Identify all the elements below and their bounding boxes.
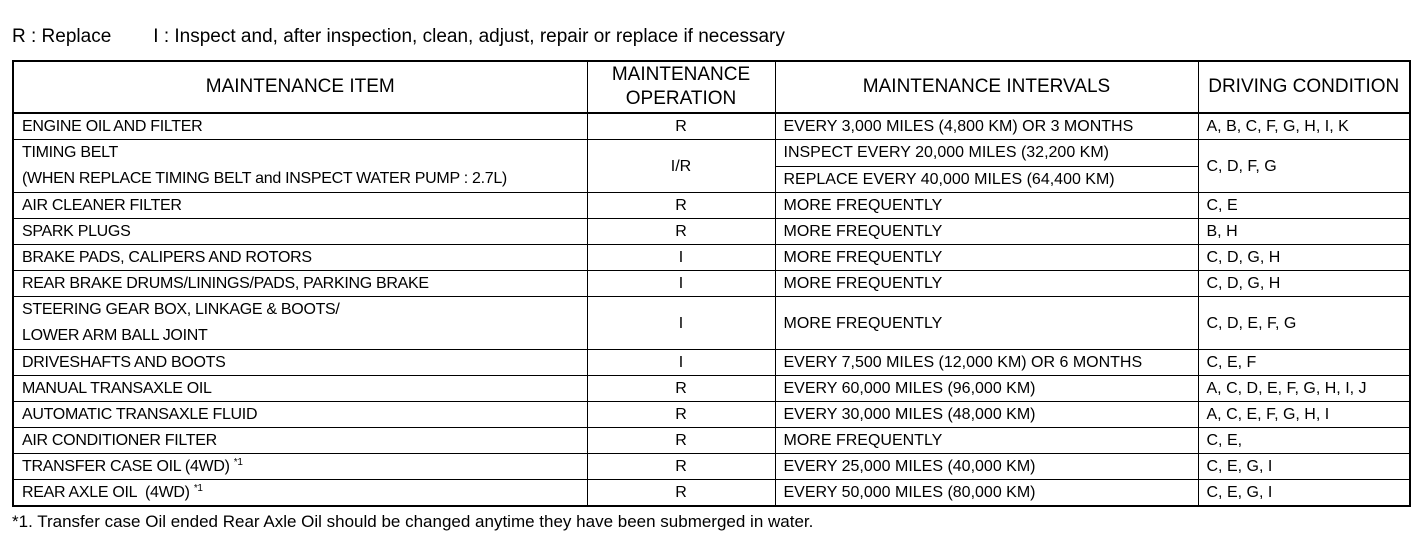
row-interval: INSPECT EVERY 20,000 MILES (32,200 KM)	[775, 140, 1198, 167]
row-condition: C, D, G, H	[1198, 245, 1410, 271]
row-item: AUTOMATIC TRANSAXLE FLUID	[13, 402, 587, 428]
row-condition: C, D, F, G	[1198, 140, 1410, 193]
row-item-text: REAR AXLE OIL (4WD)	[22, 484, 190, 501]
row-operation: I	[587, 245, 775, 271]
header-maintenance-operation: MAINTENANCE OPERATION	[587, 61, 775, 113]
row-interval: MORE FREQUENTLY	[775, 219, 1198, 245]
table-row	[13, 271, 1410, 297]
row-interval: EVERY 30,000 MILES (48,000 KM)	[775, 402, 1198, 428]
table-row	[13, 245, 1410, 271]
row-condition: C, E, F	[1198, 350, 1410, 376]
row-operation: R	[587, 454, 775, 480]
row-item-line: (WHEN REPLACE TIMING BELT and INSPECT WATER PUMP : 2.7L)	[22, 170, 507, 187]
row-interval: EVERY 3,000 MILES (4,800 KM) OR 3 MONTHS	[775, 113, 1198, 140]
table-row	[13, 402, 1410, 428]
footnote: *1. Transfer case Oil ended Rear Axle Oil should be changed anytime they have been submerged in water.	[12, 512, 814, 531]
table-row	[13, 480, 1410, 507]
row-interval: EVERY 50,000 MILES (80,000 KM)	[775, 480, 1198, 507]
row-interval: EVERY 25,000 MILES (40,000 KM)	[775, 454, 1198, 480]
footnote-marker: *1	[193, 483, 203, 494]
row-operation: I	[587, 350, 775, 376]
header-driving-condition: DRIVING CONDITION	[1198, 61, 1410, 113]
row-item: BRAKE PADS, CALIPERS AND ROTORS	[13, 245, 587, 271]
table-row	[13, 297, 1410, 350]
row-operation: R	[587, 219, 775, 245]
row-operation: I	[587, 297, 775, 350]
row-condition: C, E,	[1198, 428, 1410, 454]
row-item	[13, 140, 587, 193]
table-row	[13, 376, 1410, 402]
row-item-line: TIMING BELT	[22, 144, 118, 161]
table-row	[13, 140, 1410, 167]
row-item	[13, 454, 587, 480]
row-condition: A, C, D, E, F, G, H, I, J	[1198, 376, 1410, 402]
row-item-text: TRANSFER CASE OIL (4WD)	[22, 458, 230, 475]
row-item: ENGINE OIL AND FILTER	[13, 113, 587, 140]
row-item: AIR CONDITIONER FILTER	[13, 428, 587, 454]
row-operation: R	[587, 402, 775, 428]
row-interval: MORE FREQUENTLY	[775, 428, 1198, 454]
table-row	[13, 428, 1410, 454]
row-item-line: STEERING GEAR BOX, LINKAGE & BOOTS/	[22, 301, 340, 318]
maintenance-table	[12, 60, 1411, 507]
row-item	[13, 480, 587, 507]
row-condition: C, E	[1198, 193, 1410, 219]
row-item-line: LOWER ARM BALL JOINT	[22, 327, 208, 344]
row-operation: I	[587, 271, 775, 297]
row-operation: R	[587, 480, 775, 507]
table-row	[13, 193, 1410, 219]
footnote-marker: *1	[233, 457, 243, 468]
legend-replace: R : Replace	[12, 26, 112, 47]
row-condition: C, D, E, F, G	[1198, 297, 1410, 350]
row-condition: A, B, C, F, G, H, I, K	[1198, 113, 1410, 140]
row-item: AIR CLEANER FILTER	[13, 193, 587, 219]
legend	[12, 26, 785, 48]
table-row	[13, 350, 1410, 376]
row-interval: EVERY 7,500 MILES (12,000 KM) OR 6 MONTHS	[775, 350, 1198, 376]
table-row	[13, 454, 1410, 480]
row-item: REAR BRAKE DRUMS/LININGS/PADS, PARKING BRAKE	[13, 271, 587, 297]
row-condition: C, D, G, H	[1198, 271, 1410, 297]
table-row	[13, 113, 1410, 140]
row-interval: MORE FREQUENTLY	[775, 271, 1198, 297]
row-interval: REPLACE EVERY 40,000 MILES (64,400 KM)	[775, 166, 1198, 193]
header-maintenance-intervals: MAINTENANCE INTERVALS	[775, 61, 1198, 113]
row-operation: I/R	[587, 140, 775, 193]
row-interval: EVERY 60,000 MILES (96,000 KM)	[775, 376, 1198, 402]
row-operation: R	[587, 193, 775, 219]
table-header-row	[13, 61, 1410, 113]
row-interval: MORE FREQUENTLY	[775, 297, 1198, 350]
row-interval: MORE FREQUENTLY	[775, 193, 1198, 219]
row-condition: A, C, E, F, G, H, I	[1198, 402, 1410, 428]
row-interval: MORE FREQUENTLY	[775, 245, 1198, 271]
row-condition: B, H	[1198, 219, 1410, 245]
row-operation: R	[587, 113, 775, 140]
row-condition: C, E, G, I	[1198, 454, 1410, 480]
row-item: SPARK PLUGS	[13, 219, 587, 245]
row-operation: R	[587, 428, 775, 454]
row-item: MANUAL TRANSAXLE OIL	[13, 376, 587, 402]
row-item	[13, 297, 587, 350]
table-row	[13, 219, 1410, 245]
header-maintenance-item: MAINTENANCE ITEM	[13, 61, 587, 113]
legend-inspect: I : Inspect and, after inspection, clean, adjust, repair or replace if necessary	[153, 26, 785, 47]
row-item: DRIVESHAFTS AND BOOTS	[13, 350, 587, 376]
row-operation: R	[587, 376, 775, 402]
row-condition: C, E, G, I	[1198, 480, 1410, 507]
